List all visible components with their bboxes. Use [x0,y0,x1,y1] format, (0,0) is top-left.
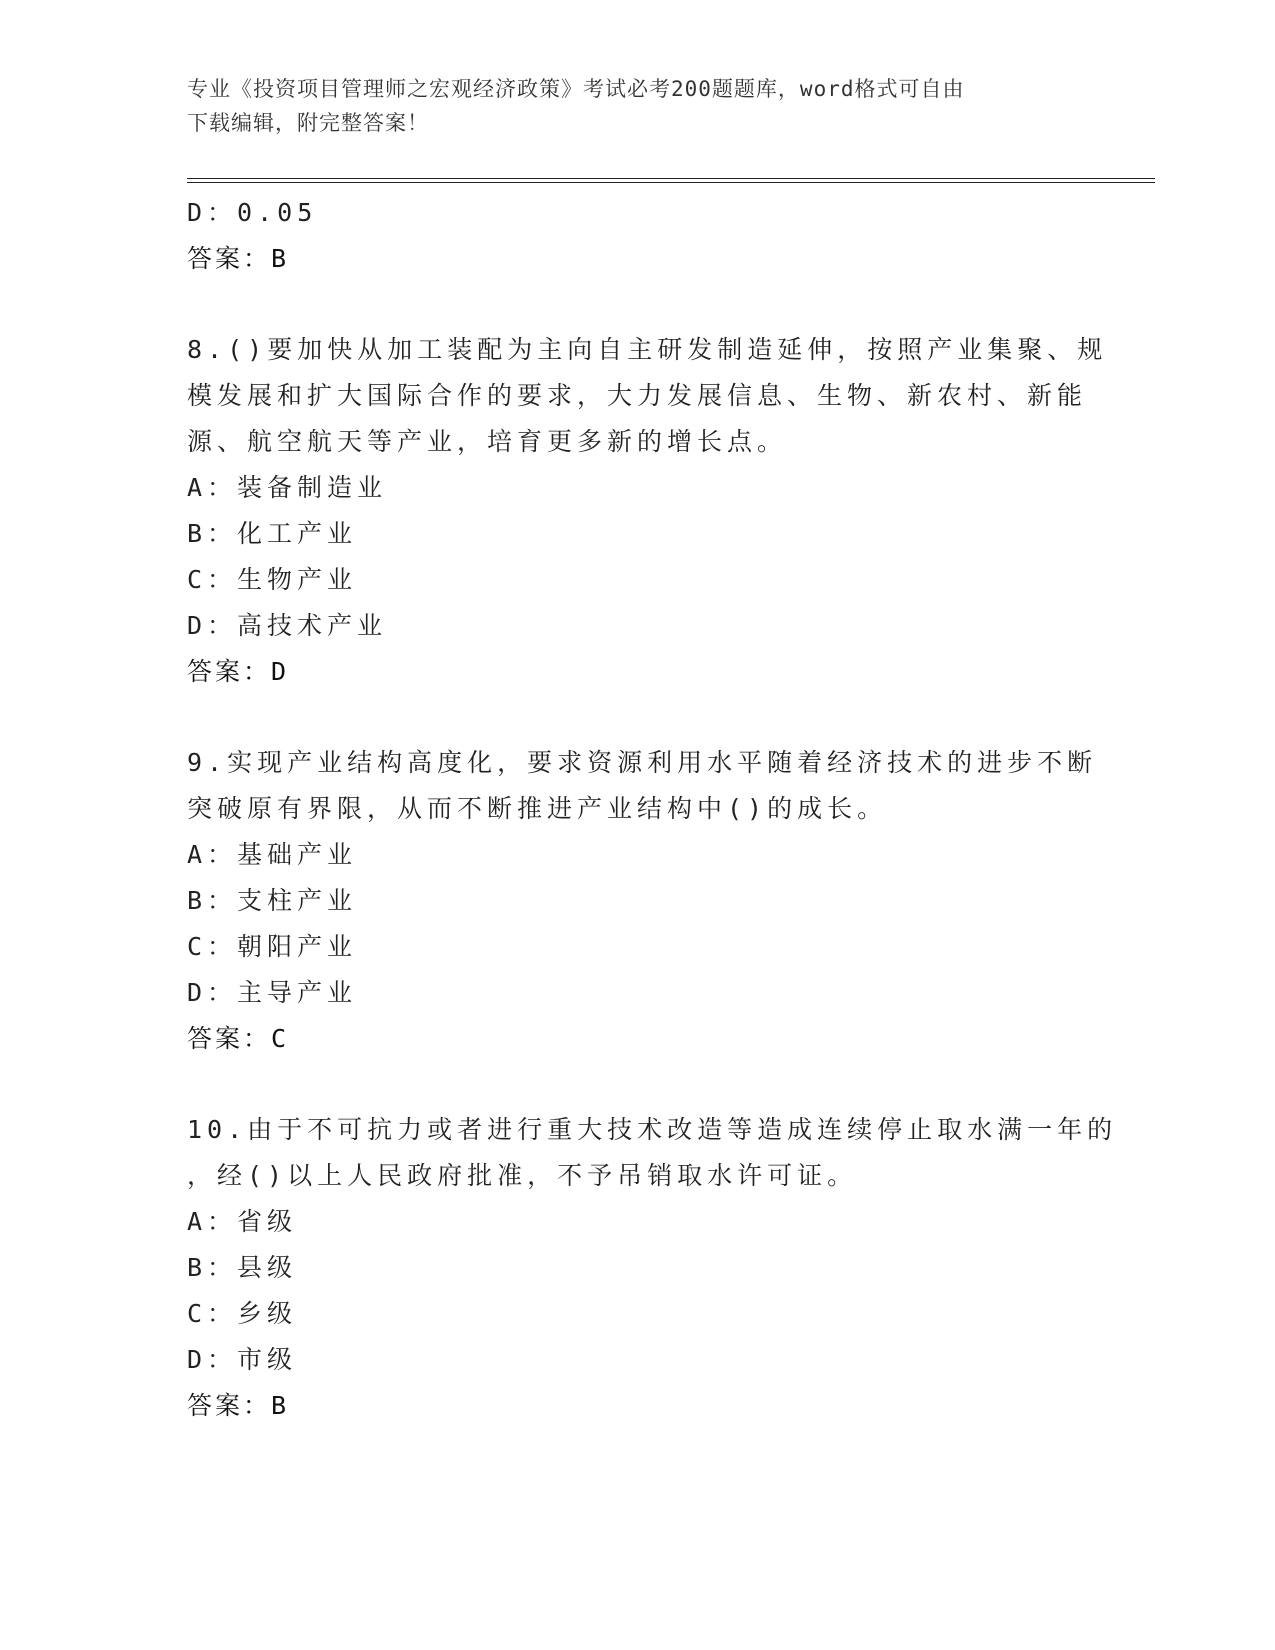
option-b: B：支柱产业 [187,886,358,915]
prev-answer: 答案：B [187,244,290,273]
question-text-line: 源、航空航天等产业，培育更多新的增长点。 [187,427,788,456]
option-c: C：乡级 [187,1299,298,1328]
option-c: C：生物产业 [187,565,358,594]
answer: 答案：C [187,1024,290,1053]
option-b: B：县级 [187,1253,298,1282]
question-text-line: 9.实现产业结构高度化，要求资源利用水平随着经济技术的进步不断 [187,748,1098,777]
question-9 [187,740,1098,1062]
header-divider-bottom [187,182,1155,183]
question-text-line: 突破原有界限，从而不断推进产业结构中()的成长。 [187,794,888,823]
option-c: C：朝阳产业 [187,932,358,961]
answer: 答案：D [187,657,290,686]
option-d: D：主导产业 [187,978,358,1007]
question-text-line: 模发展和扩大国际合作的要求，大力发展信息、生物、新农村、新能 [187,381,1088,410]
answer: 答案：B [187,1391,290,1420]
header-line-1: 专业《投资项目管理师之宏观经济政策》考试必考200题题库，word格式可自由 [187,77,965,101]
header-divider-top [187,178,1155,179]
question-10 [187,1107,1118,1429]
option-a: A：装备制造业 [187,473,388,502]
question-text-line: 8.()要加快从加工装配为主向自主研发制造延伸，按照产业集聚、规 [187,335,1108,364]
option-a: A：基础产业 [187,840,358,869]
option-b: B：化工产业 [187,519,358,548]
question-text-line: ，经()以上人民政府批准，不予吊销取水许可证。 [187,1161,858,1190]
prev-option-d: D：0.05 [187,198,318,227]
question-text-line: 10.由于不可抗力或者进行重大技术改造等造成连续停止取水满一年的 [187,1115,1118,1144]
document-header [187,72,1087,140]
header-line-2: 下载编辑，附完整答案！ [187,111,429,135]
option-a: A：省级 [187,1207,298,1236]
option-d: D：市级 [187,1345,298,1374]
question-8 [187,327,1108,695]
option-d: D：高技术产业 [187,611,388,640]
document-body [187,190,1118,1429]
